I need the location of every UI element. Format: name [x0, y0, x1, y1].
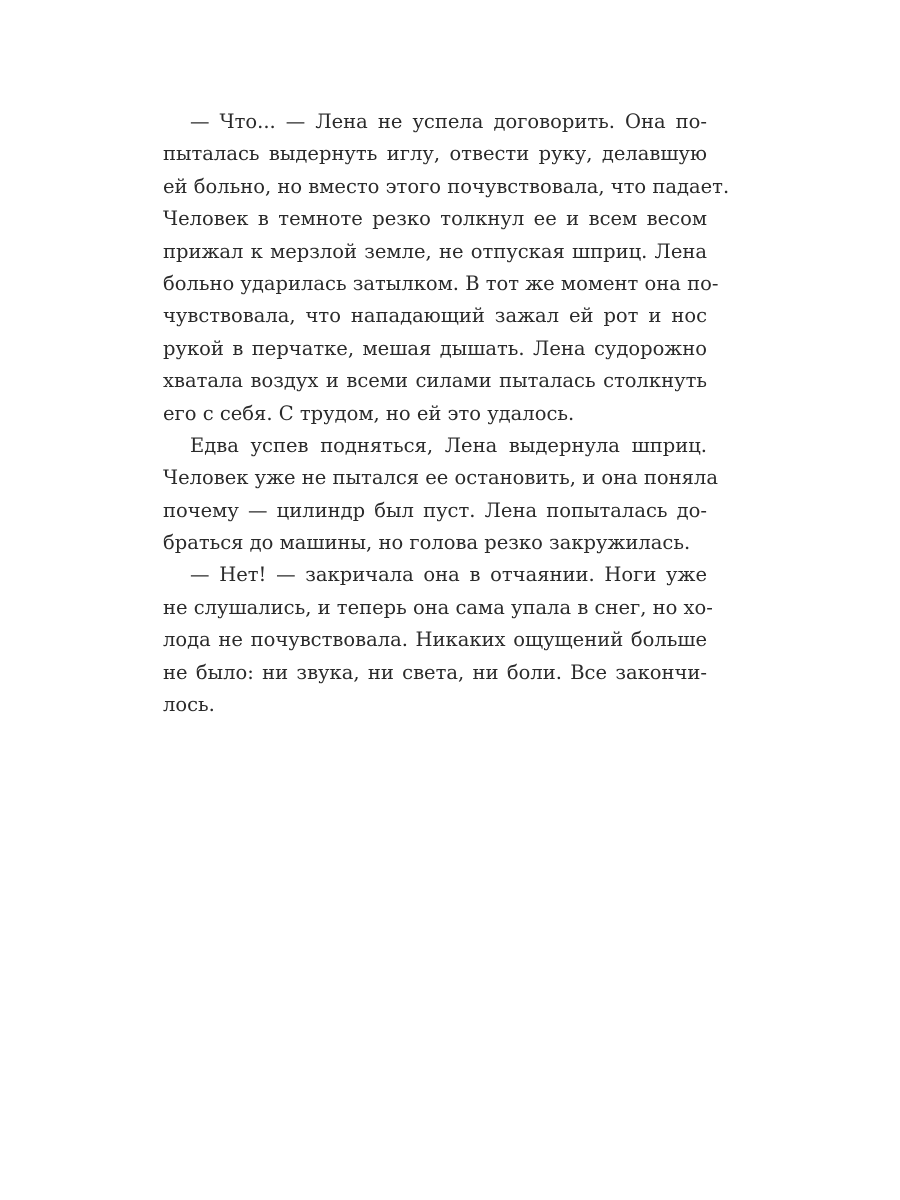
text-line: лода не почувствовала. Никаких ощущений больше — [163, 628, 707, 652]
text-line: прижал к мерзлой земле, не отпуская шприц. Лена — [163, 239, 707, 263]
paragraph-2 — [163, 430, 718, 560]
body-text — [163, 106, 730, 721]
paragraph-3 — [163, 559, 713, 721]
text-line: почему — цилиндр был пуст. Лена попыталась до- — [163, 498, 707, 522]
text-line: — Что... — Лена не успела договорить. Она по- — [190, 110, 707, 133]
text-line: не слушались, и теперь она сама упала в снег, но хо- — [163, 595, 713, 619]
text-line: чувствовала, что нападающий зажал ей рот и нос — [163, 304, 707, 328]
text-line: не было: ни звука, ни света, ни боли. Все закончи- — [163, 660, 707, 684]
text-line: браться до машины, но голова резко закружилась. — [163, 531, 691, 555]
text-line: больно ударилась затылком. В тот же момент она по- — [163, 271, 719, 295]
text-line: Едва успев подняться, Лена выдернула шприц. — [190, 433, 707, 457]
text-line: ей больно, но вместо этого почувствовала, что падает. — [163, 174, 730, 198]
text-line: пыталась выдернуть иглу, отвести руку, делавшую — [163, 142, 707, 166]
text-line: Человек уже не пытался ее остановить, и она поняла — [163, 466, 718, 490]
text-line: Человек в темноте резко толкнул ее и всем весом — [163, 207, 707, 231]
text-line: хватала воздух и всеми силами пыталась столкнуть — [163, 369, 707, 393]
text-line: его с себя. С трудом, но ей это удалось. — [163, 401, 575, 425]
text-line: рукой в перчатке, мешая дышать. Лена судорожно — [163, 336, 707, 360]
paragraph-1 — [163, 106, 730, 430]
text-line: — Нет! — закричала она в отчаянии. Ноги уже — [190, 563, 707, 587]
text-line: лось. — [163, 693, 215, 717]
